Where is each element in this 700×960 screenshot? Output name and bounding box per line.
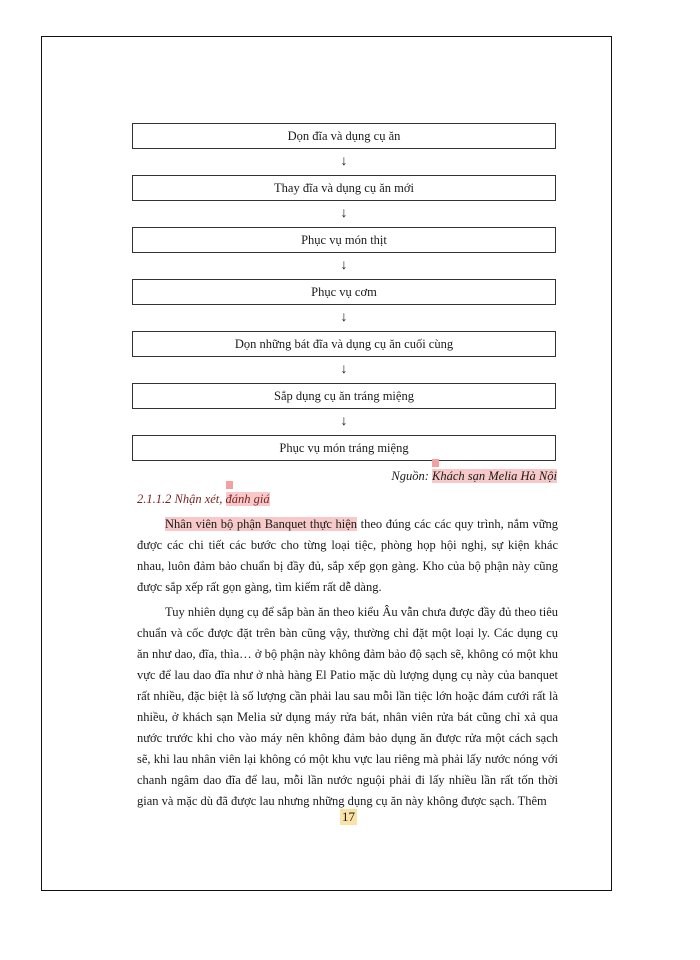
- source-highlight: [432, 469, 557, 483]
- flow-step: Dọn đĩa và dụng cụ ăn: [132, 123, 556, 149]
- paragraph-highlight: Nhân viên bộ phận Banquet thực hiện: [165, 517, 358, 531]
- arrow-down-icon: ↓: [340, 206, 348, 221]
- arrow-down-icon: ↓: [340, 362, 348, 377]
- paragraph-1-rest: theo đúng các các quy trình, nắm vững được các chi tiết các bước cho từng loại tiệc, phòng họp hội nghị, sự kiện khác nhau, luôn đảm bảo chuẩn bị đầy đủ, sắp xếp gọn gàng. Kho của bộ phận này cũng được sắp xếp rất gọn gàng, tìm kiếm rất dễ dàng.: [137, 517, 558, 594]
- arrow-down-icon: ↓: [340, 258, 348, 273]
- heading-text-a: Nhận xét,: [174, 492, 226, 506]
- arrow-down-icon: ↓: [340, 154, 348, 169]
- process-flowchart: [132, 123, 556, 461]
- heading-highlight: [226, 492, 270, 506]
- paragraph-2: Tuy nhiên dụng cụ để sắp bàn ăn theo kiểu Âu vẫn chưa được đầy đủ theo tiêu chuẩn và cốc được đặt trên bàn cũng vậy, thường chỉ đặt một loại ly. Các dụng cụ ăn như dao, đĩa, thìa… ở bộ phận này không đảm bảo độ sạch sẽ, không có một khu vực để lau dao đĩa như ở nhà hàng El Patio mặc dù lượng dụng cụ này của banquet rất nhiều, đặc biệt là số lượng cần phải lau sau mỗi lần tiệc lớn hoặc đám cưới rất là nhiều, ở khách sạn Melia sử dụng máy rửa bát, nhân viên rửa bát cũng chỉ xả qua nước trước khi cho vào máy nên không đảm bảo dụng ăn được rửa một cách sạch sẽ, khi lau nhân viên lại không có một khu vực lau riêng mà phải lấy nước nóng với chanh ngâm dao đĩa để lau, mỗi lần nước nguội phải đi lấy nhiều lần rất tốn thời gian và mặc dù đã được lau nhưng những dụng cụ ăn này không được sạch. Thêm: [137, 605, 558, 808]
- heading-text-b: đánh giá: [225, 492, 270, 506]
- flow-step: Phục vụ cơm: [132, 279, 556, 305]
- page-number: 17: [342, 809, 355, 824]
- comment-marker-icon[interactable]: [226, 481, 233, 489]
- paragraph-1: [137, 514, 558, 598]
- arrow-down-icon: ↓: [340, 310, 348, 325]
- flow-step: Phục vụ món thịt: [132, 227, 556, 253]
- arrow-down-icon: ↓: [340, 414, 348, 429]
- body-text: [137, 514, 558, 816]
- flow-step: Dọn những bát đĩa và dụng cụ ăn cuối cùng: [132, 331, 556, 357]
- source-caption: [391, 469, 557, 484]
- heading-number: 2.1.1.2: [137, 492, 175, 506]
- source-name: Khách sạn Melia Hà Nội: [432, 469, 557, 483]
- flow-step: Sắp dụng cụ ăn tráng miệng: [132, 383, 556, 409]
- flow-step: Phục vụ món tráng miệng: [132, 435, 556, 461]
- section-heading: [137, 492, 270, 507]
- flow-step: Thay đĩa và dụng cụ ăn mới: [132, 175, 556, 201]
- source-prefix: Nguồn:: [391, 469, 432, 483]
- comment-marker-icon[interactable]: [432, 459, 439, 467]
